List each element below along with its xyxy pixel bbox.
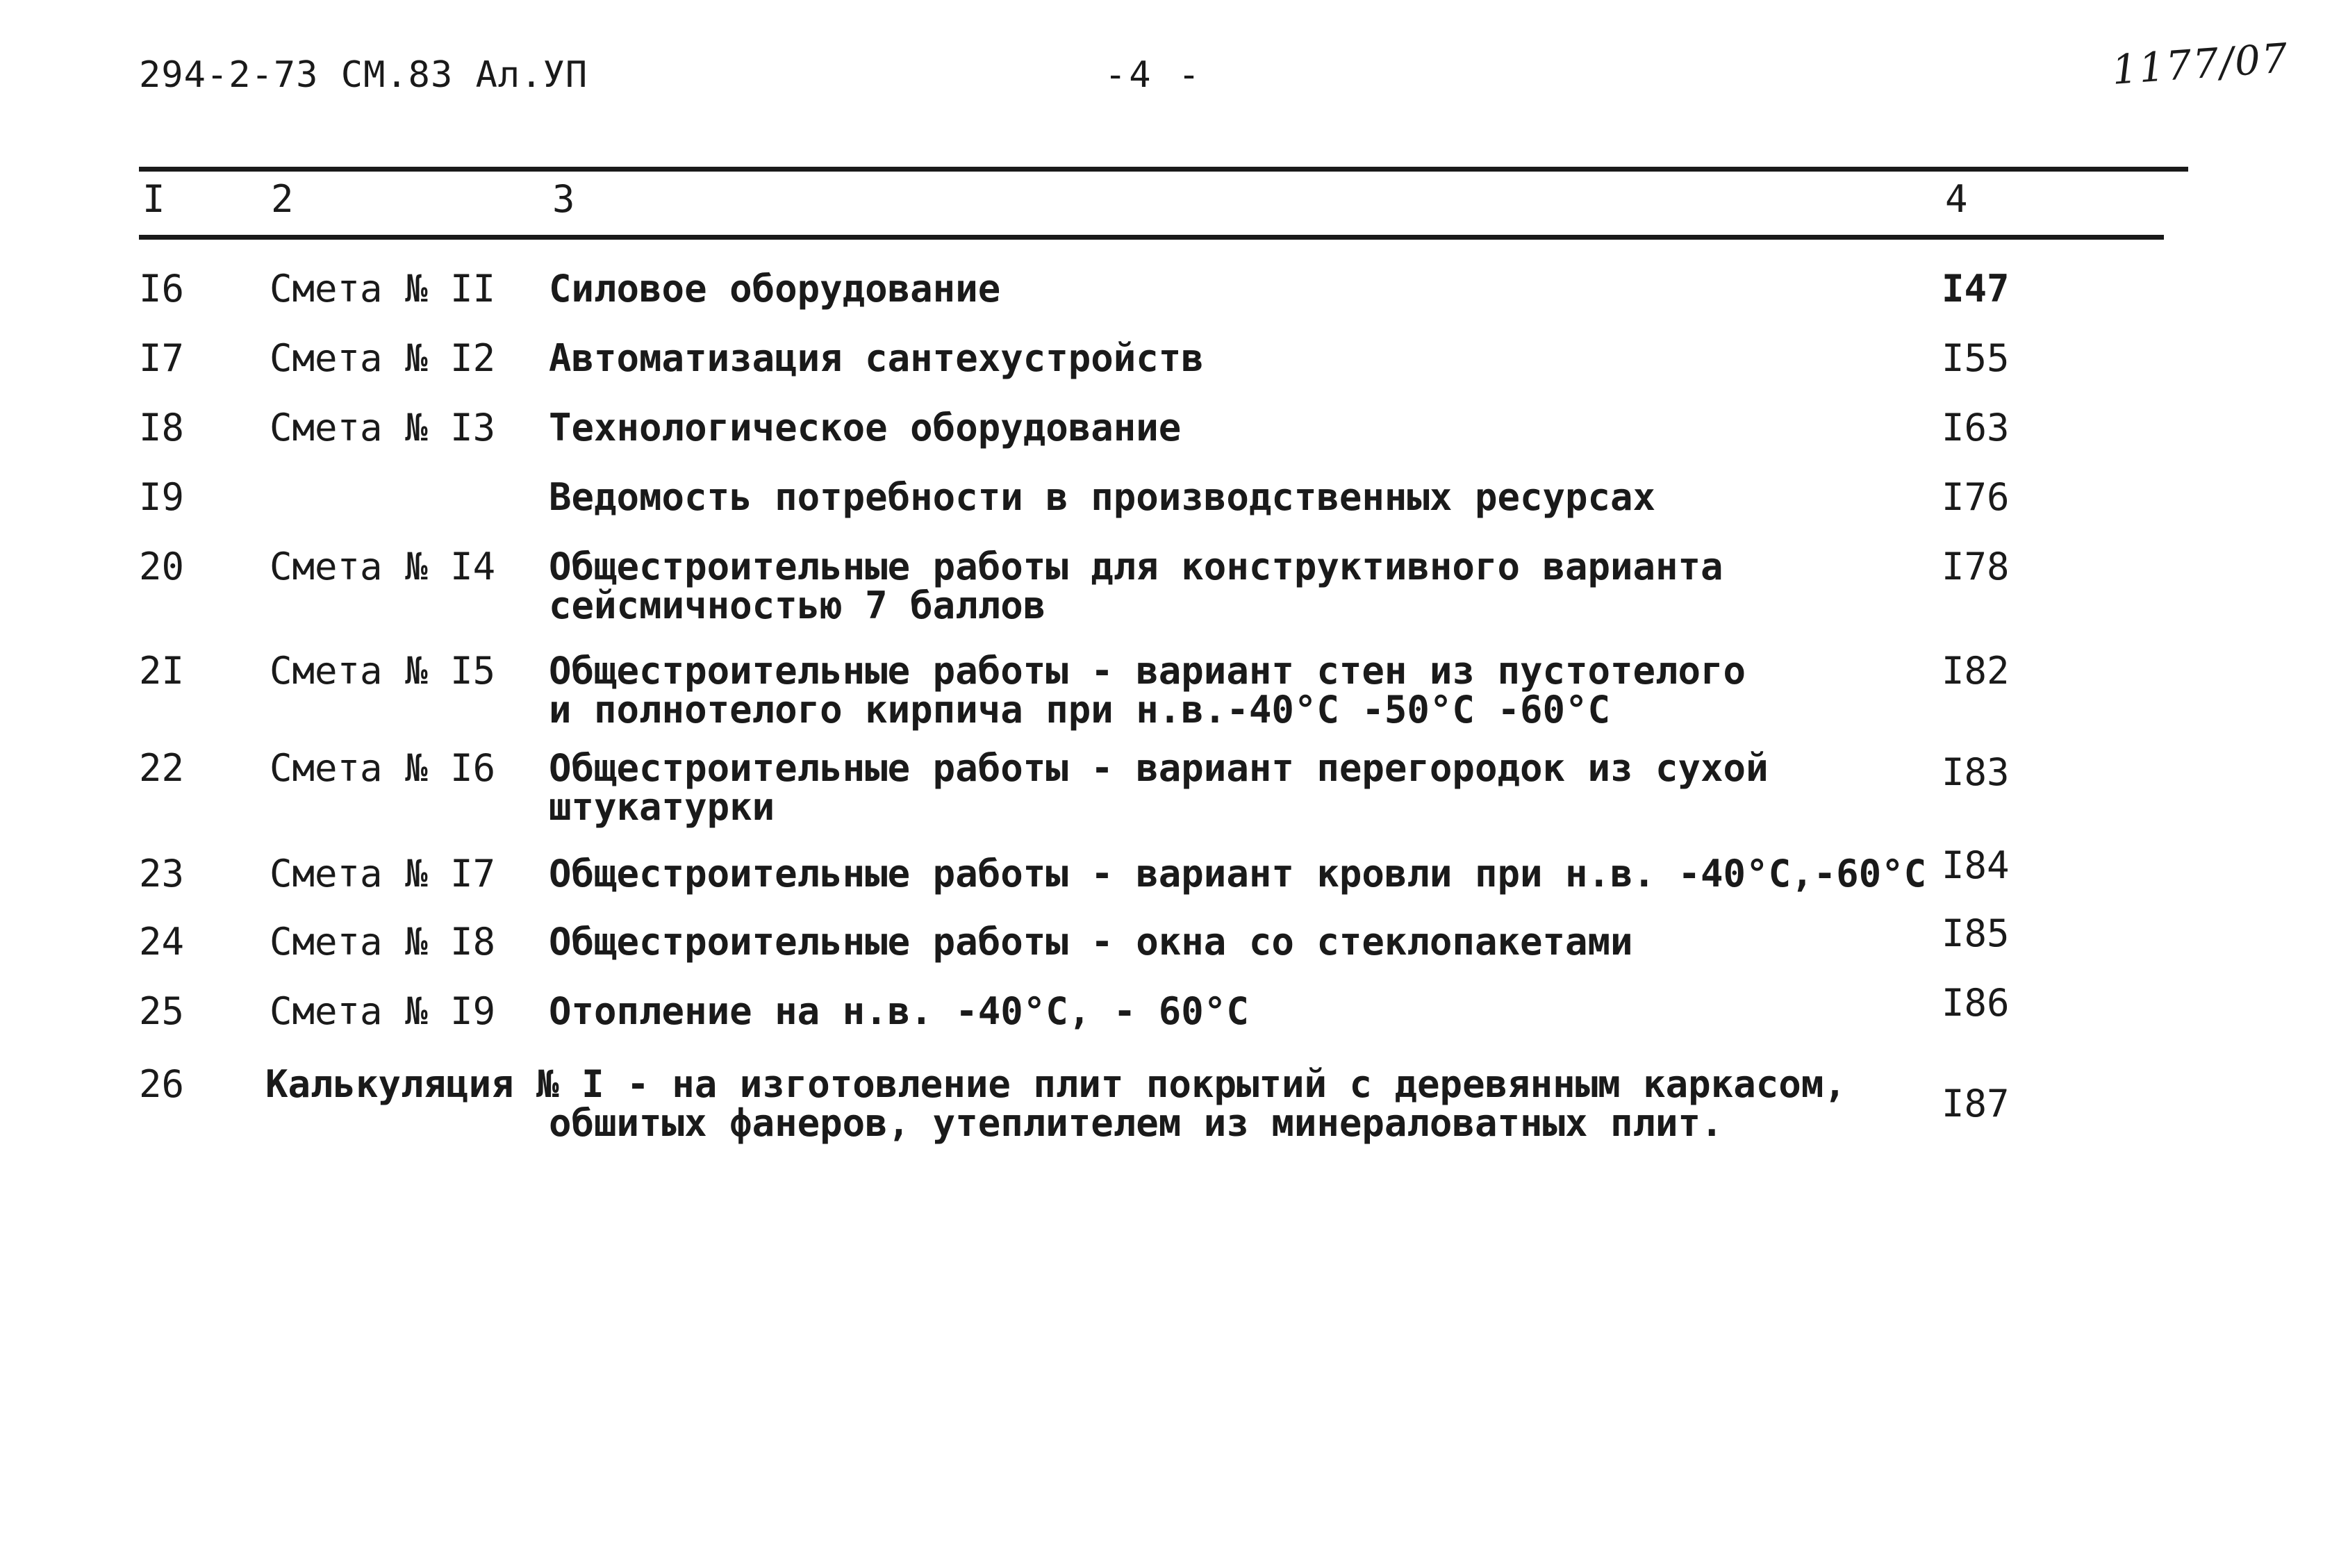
table-header-rule: [139, 235, 2164, 240]
column-header-2: 2: [271, 177, 294, 221]
row-document: Смета № I7: [270, 852, 496, 896]
row-number: 25: [139, 989, 185, 1033]
row-title-continuation: и полнотелого кирпича при н.в.-40°С -50°С -60°С: [549, 688, 1611, 732]
row-title: Ведомость потребности в производственных ресурсах: [549, 475, 1656, 519]
row-document: Смета № I9: [270, 989, 496, 1033]
row-page: I78: [1942, 545, 2010, 588]
row-number: 24: [139, 920, 185, 964]
row-page: I86: [1942, 981, 2010, 1025]
row-title-continuation: обшитых фанеров, утеплителем из минераловатных плит.: [549, 1101, 1723, 1145]
row-title: Силовое оборудование: [549, 267, 1001, 311]
row-title: Отопление на н.в. -40°С, - 60°С: [549, 989, 1249, 1033]
row-number: 26: [139, 1062, 185, 1106]
document-code: 294-2-73 СМ.83 Ал.УП: [139, 54, 588, 96]
row-page: I83: [1942, 750, 2010, 794]
column-header-3: 3: [552, 177, 575, 221]
row-document: Смета № I3: [270, 406, 496, 449]
row-title: Общестроительные работы - окна со стеклопакетами: [549, 920, 1633, 964]
row-page: I87: [1942, 1082, 2010, 1125]
row-page: I84: [1942, 843, 2010, 887]
row-page: I76: [1942, 475, 2010, 519]
row-page: I85: [1942, 911, 2010, 955]
row-number: 23: [139, 852, 185, 896]
row-number: I8: [139, 406, 185, 449]
row-document: Калькуляция № I - на изготовление плит покрытий с деревянным каркасом,: [265, 1062, 1846, 1106]
row-title: Автоматизация сантехустройств: [549, 336, 1204, 380]
row-title: Технологическое оборудование: [549, 406, 1182, 449]
row-page: I55: [1942, 336, 2010, 380]
row-title-continuation: штукатурки: [549, 785, 775, 829]
row-title: Общестроительные работы - вариант кровли при н.в. -40°С,-60°С: [549, 852, 1927, 896]
row-title: Общестроительные работы - вариант стен из пустотелого: [549, 649, 1746, 693]
row-number: I9: [139, 475, 185, 519]
column-header-1: I: [142, 177, 165, 221]
row-number: I6: [139, 267, 185, 311]
row-page: I82: [1942, 649, 2010, 693]
handwritten-number: 1177/07: [2110, 34, 2291, 94]
row-document: Смета № I4: [270, 545, 496, 588]
row-page: I47: [1942, 267, 2010, 311]
row-document: Смета № II: [270, 267, 496, 311]
row-title: Общестроительные работы для конструктивного варианта: [549, 545, 1723, 588]
column-header-4: 4: [1945, 177, 1968, 221]
row-number: 22: [139, 746, 185, 790]
row-document: Смета № I8: [270, 920, 496, 964]
row-document: Смета № I2: [270, 336, 496, 380]
table-top-rule: [139, 167, 2188, 172]
row-title: Общестроительные работы - вариант перегородок из сухой: [549, 746, 1769, 790]
row-title-continuation: сейсмичностью 7 баллов: [549, 584, 1046, 627]
page-number: -4 -: [1105, 54, 1203, 96]
row-page: I63: [1942, 406, 2010, 449]
row-number: 2I: [139, 649, 185, 693]
row-number: 20: [139, 545, 185, 588]
row-document: Смета № I5: [270, 649, 496, 693]
row-number: I7: [139, 336, 185, 380]
row-document: Смета № I6: [270, 746, 496, 790]
